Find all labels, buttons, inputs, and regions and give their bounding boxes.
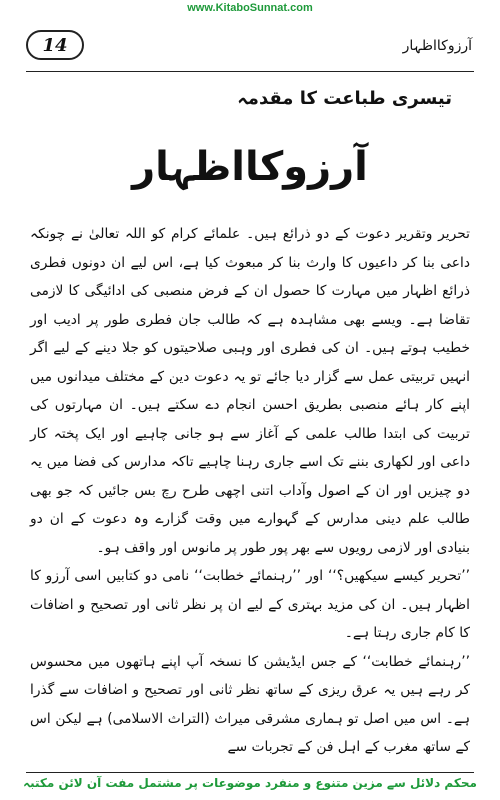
paragraph: ’’رہنمائے خطابت‘‘ کے جس ایڈیشن کا نسخہ آپ اپنے ہاتھوں میں محسوس کر رہے ہیں یہ عرق ریزی کے ساتھ نظر ثانی اور تصحیح و اضافات سے گذرا ہے۔ اس میں اصل تو ہماری مشرقی میراث (التراث الاسلامی) ہے لیکن اس کے ساتھ مغرب کے اہل فن کے تجربات سے xyxy=(30,653,470,755)
page-header xyxy=(26,22,474,72)
footer-text: محکم دلائل سے مزین متنوع و منفرد موضوعات پر مشتمل مفت آن لائن مکتبہ xyxy=(23,776,477,790)
paragraph: ’’تحریر کیسے سیکھیں؟‘‘ اور ’’رہنمائے خطابت‘‘ نامی دو کتابیں اسی آرزو کا اظہار ہیں۔ ان کی مزید بہتری کے لیے ان پر نظر ثانی اور تصحیح و اضافات کا کام جاری رہتا ہے۔ xyxy=(30,568,470,641)
body-text xyxy=(30,220,470,762)
header-divider xyxy=(26,71,474,72)
paragraph: تحریر وتقریر دعوت کے دو ذرائع ہیں۔ علمائے کرام کو اللہ تعالیٰ نے چونکہ داعی بنا کر داعیوں کا وارث بنا کر مبعوث کیا ہے، اس لیے ان دونوں فطری ذرائع اظہار میں مہارت کا حصول ان کے فرض منصبی کی ادائیگی کا لازمی تقاضا ہے۔ ویسے بھی مشاہدہ ہے کہ طالب جان فطری طور پر ادیب اور خطیب ہوتے ہیں۔ ان کی فطری اور وہبی صلاحیتوں کو جلا دینے کے لیے اگر انہیں تربیتی عمل سے گزار دیا جائے تو یہ دعوت دین کے مختلف میدانوں میں اپنے کار ہائے منصبی بطریق احسن انجام دے سکتے ہیں۔ ان مہارتوں کی تربیت کی ابتدا طالب علمی کے آغاز سے ہو جانی چاہیے اور ایک پختہ کار داعی اور لکھاری بننے تک اسے جاری رہنا چاہیے تاکہ مدارس کی فضا میں یہ دو چیزیں اور ان کے اصول وآداب اتنی اچھی طرح رچ بس جائیں کہ جو بھی طالب علم دینی مدارس کے گہوارے میں وقت گزارے وہ دعوت کے ان دو بنیادی اور لازمی رویوں سے بھر پور طور پر مانوس اور واقف ہو۔ xyxy=(30,226,470,556)
footer-divider xyxy=(26,772,474,773)
running-title: آرزوکااظہار xyxy=(402,38,472,54)
chapter-title: آرزوکااظہار xyxy=(132,144,368,190)
page-number: 14 xyxy=(26,30,84,60)
section-heading: تیسری طباعت کا مقدمہ xyxy=(237,88,452,109)
site-url[interactable]: www.KitaboSunnat.com xyxy=(187,2,313,14)
